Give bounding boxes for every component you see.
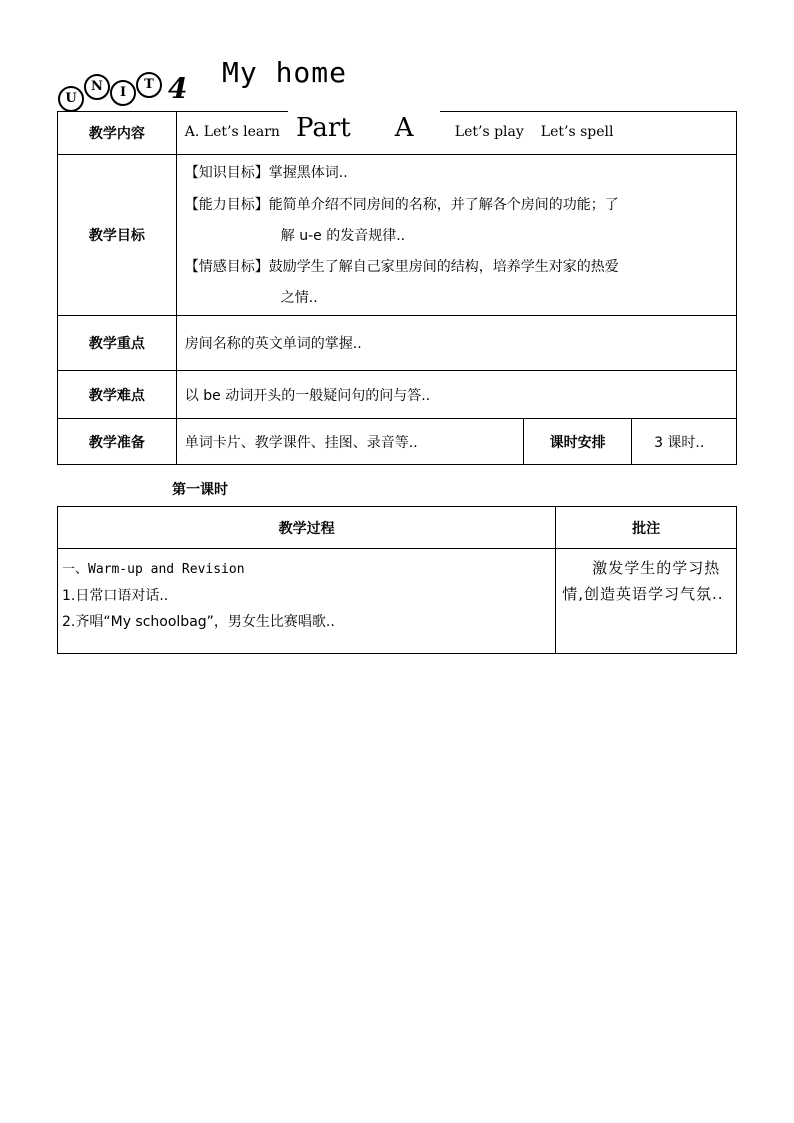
step-1: 1.日常口语对话.. xyxy=(62,588,169,604)
content-item-play: Let’s play xyxy=(454,124,524,140)
goals-label: 教学目标 xyxy=(58,155,177,316)
goals-cell xyxy=(176,155,736,316)
unit-logo xyxy=(58,70,198,114)
schedule-label: 课时安排 xyxy=(524,419,632,465)
unit-number: 4 xyxy=(168,72,188,105)
part-letter: A xyxy=(394,113,414,143)
schedule-text: 3 课时.. xyxy=(632,419,737,465)
emotion-tag: 【情感目标】 xyxy=(184,259,269,275)
unit-letter-u: U xyxy=(58,86,84,112)
knowledge-text: 掌握黑体词.. xyxy=(268,165,348,181)
unit-letter-t: T xyxy=(136,72,162,98)
emotion-goal xyxy=(185,251,736,283)
ability-goal xyxy=(185,189,736,221)
unit-letter-n: N xyxy=(84,74,110,100)
process-header: 教学过程 xyxy=(58,507,556,549)
ability-tag: 【能力目标】 xyxy=(184,197,269,213)
unit-letter-i: I xyxy=(110,80,136,106)
notes-header: 批注 xyxy=(556,507,737,549)
lesson-title: 第一课时 xyxy=(172,482,228,498)
page-title: My home xyxy=(222,56,348,89)
content-item-spell: Let’s spell xyxy=(540,124,614,140)
key-label: 教学重点 xyxy=(58,316,177,371)
difficulty-text: 以 be 动词开头的一般疑问句的问与答.. xyxy=(176,371,736,419)
ability-goal-cont: 解 u-e 的发音规律.. xyxy=(280,228,406,244)
knowledge-goal xyxy=(185,157,736,189)
key-text: 房间名称的英文单词的掌握.. xyxy=(176,316,736,371)
prep-text: 单词卡片、教学课件、挂图、录音等.. xyxy=(176,419,523,465)
emotion-text: 鼓励学生了解自己家里房间的结构，培养学生对家的热爱 xyxy=(268,259,619,275)
part-word: Part xyxy=(296,113,351,143)
prep-label: 教学准备 xyxy=(58,419,177,465)
lesson-plan-table xyxy=(57,111,737,465)
lesson-process-table xyxy=(57,506,737,654)
note-text: 激发学生的学习热情,创造英语学习气氛.. xyxy=(556,549,737,654)
step-2: 2.齐唱“My schoolbag”，男女生比赛唱歌.. xyxy=(62,614,335,630)
knowledge-tag: 【知识目标】 xyxy=(184,165,269,181)
content-label: 教学内容 xyxy=(58,112,177,155)
content-cell xyxy=(176,112,736,155)
difficulty-label: 教学难点 xyxy=(58,371,177,419)
process-cell xyxy=(58,549,556,654)
part-heading xyxy=(288,108,440,152)
content-item-learn: A. Let’s learn xyxy=(184,124,280,140)
step-title: 一、Warm-up and Revision xyxy=(62,562,245,577)
ability-text: 能简单介绍不同房间的名称，并了解各个房间的功能；了 xyxy=(268,197,619,213)
emotion-goal-cont: 之情.. xyxy=(280,290,318,306)
